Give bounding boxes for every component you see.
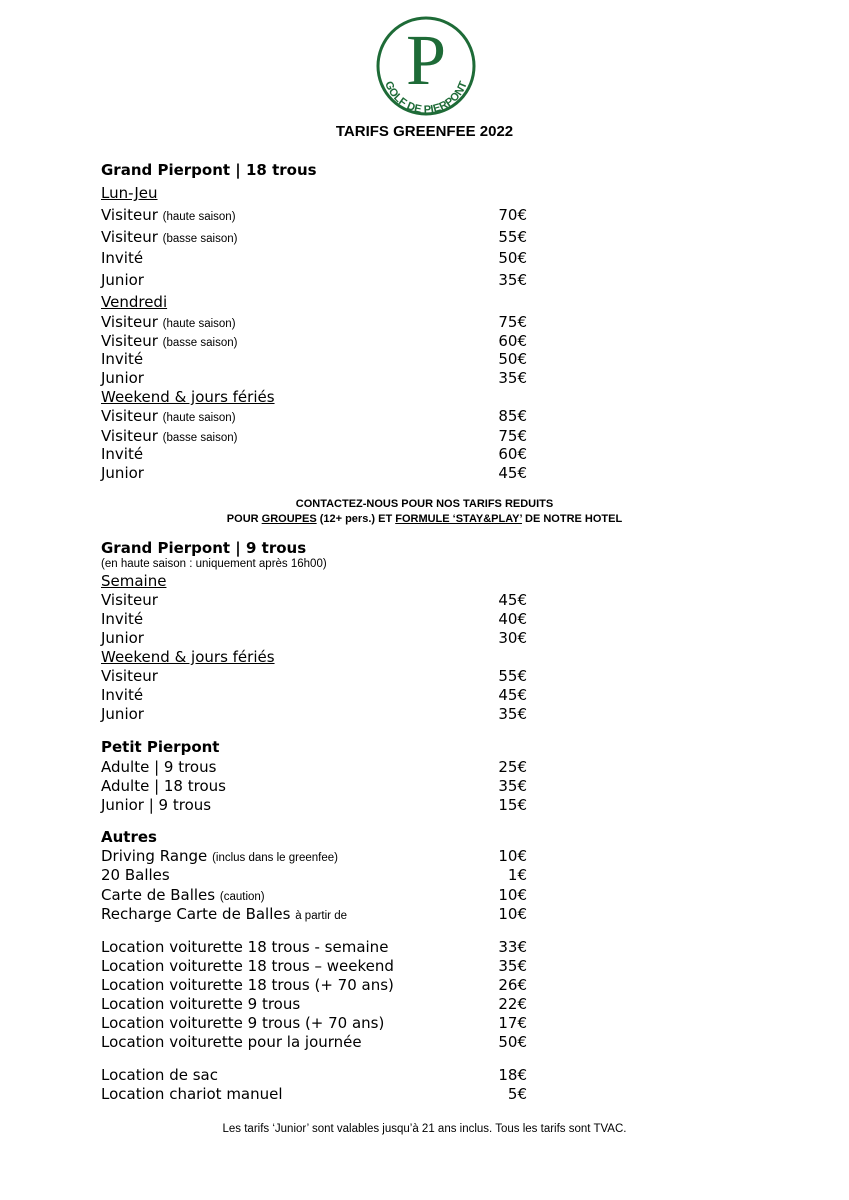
price-row: Visiteur 55€ [101,667,527,685]
price-row: Location voiturette 9 trous 22€ [101,995,527,1013]
price-row: Visiteur 45€ [101,591,527,609]
section-title-grand-9: Grand Pierpont | 9 trous [101,539,307,557]
price-row: Visiteur (basse saison) 60€ [101,332,527,350]
price-value: 85€ [498,407,527,425]
contact-line-1: CONTACTEZ-NOUS POUR NOS TARIFS REDUITS [295,498,554,510]
price-row: Recharge Carte de Balles à partir de 10€ [101,905,527,923]
price-value: 30€ [498,629,527,647]
price-row: Invité 60€ [101,445,527,463]
svg-text:P: P [405,20,447,100]
subheading-lun-jeu: Lun-Jeu [101,184,158,202]
section-title-grand-18: Grand Pierpont | 18 trous [101,161,317,179]
price-row: Visiteur (basse saison) 75€ [101,427,527,445]
price-value: 50€ [498,350,527,368]
price-row: Junior 35€ [101,369,527,387]
price-value: 33€ [498,938,527,956]
price-row: Location voiturette 18 trous – weekend 35€ [101,957,527,975]
price-row: Visiteur (haute saison) 70€ [101,206,527,224]
price-value: 35€ [498,957,527,975]
price-value: 60€ [498,332,527,350]
price-value: 25€ [498,758,527,776]
price-row: Location voiturette pour la journée 50€ [101,1033,527,1051]
price-row: Adulte | 18 trous 35€ [101,777,527,795]
price-row: Carte de Balles (caution) 10€ [101,886,527,904]
price-row: Invité 50€ [101,350,527,368]
price-row: Visiteur (basse saison) 55€ [101,228,527,246]
price-value: 70€ [498,206,527,224]
price-value: 50€ [498,1033,527,1051]
price-row: Invité 45€ [101,686,527,704]
svg-text:GOLF DE PIERPONT: GOLF DE PIERPONT [382,79,470,117]
price-row: Adulte | 9 trous 25€ [101,758,527,776]
price-value: 75€ [498,427,527,445]
section-title-autres: Autres [101,828,157,846]
price-value: 15€ [498,796,527,814]
price-value: 1€ [507,866,527,884]
subheading-semaine: Semaine [101,572,167,590]
price-value: 40€ [498,610,527,628]
subheading-vendredi: Vendredi [101,293,168,311]
price-row: Driving Range (inclus dans le greenfee) 10€ [101,847,527,865]
price-row: Invité 50€ [101,249,527,267]
contact-line-2: POUR GROUPES (12+ pers.) ET FORMULE ‘STAY&PLAY’ DE NOTRE HOTEL [226,513,623,525]
price-value: 60€ [498,445,527,463]
price-row: Junior 35€ [101,705,527,723]
price-row: Location voiturette 9 trous (+ 70 ans) 17€ [101,1014,527,1032]
price-value: 17€ [498,1014,527,1032]
price-row: Junior 45€ [101,464,527,482]
price-row: Visiteur (haute saison) 75€ [101,313,527,331]
price-value: 5€ [507,1085,527,1103]
subheading-weekend: Weekend & jours fériés [101,388,275,406]
price-row: Junior | 9 trous 15€ [101,796,527,814]
price-value: 45€ [498,591,527,609]
price-value: 10€ [498,847,527,865]
price-value: 18€ [498,1066,527,1084]
page-title: TARIFS GREENFEE 2022 [335,123,514,140]
section-title-petit: Petit Pierpont [101,738,220,756]
golf-de-pierpont-logo [374,14,478,118]
price-value: 50€ [498,249,527,267]
subheading-weekend: Weekend & jours fériés [101,648,275,666]
price-value: 35€ [498,271,527,289]
price-value: 55€ [498,667,527,685]
price-value: 55€ [498,228,527,246]
price-value: 75€ [498,313,527,331]
price-row: Invité 40€ [101,610,527,628]
price-value: 35€ [498,705,527,723]
price-row: Location de sac 18€ [101,1066,527,1084]
price-value: 35€ [498,777,527,795]
price-value: 45€ [498,686,527,704]
price-row: Location chariot manuel 5€ [101,1085,527,1103]
price-row: Location voiturette 18 trous - semaine 33€ [101,938,527,956]
price-value: 35€ [498,369,527,387]
price-value: 10€ [498,886,527,904]
price-row: Junior 30€ [101,629,527,647]
section-note: (en haute saison : uniquement après 16h00) [101,558,327,570]
footer-note: Les tarifs ‘Junior’ sont valables jusqu’à 21 ans inclus. Tous les tarifs sont TVAC. [222,1123,627,1135]
price-row: Visiteur (haute saison) 85€ [101,407,527,425]
price-row: Location voiturette 18 trous (+ 70 ans) 26€ [101,976,527,994]
price-value: 22€ [498,995,527,1013]
price-value: 10€ [498,905,527,923]
price-value: 26€ [498,976,527,994]
price-row: Junior 35€ [101,271,527,289]
price-value: 45€ [498,464,527,482]
price-row: 20 Balles 1€ [101,866,527,884]
